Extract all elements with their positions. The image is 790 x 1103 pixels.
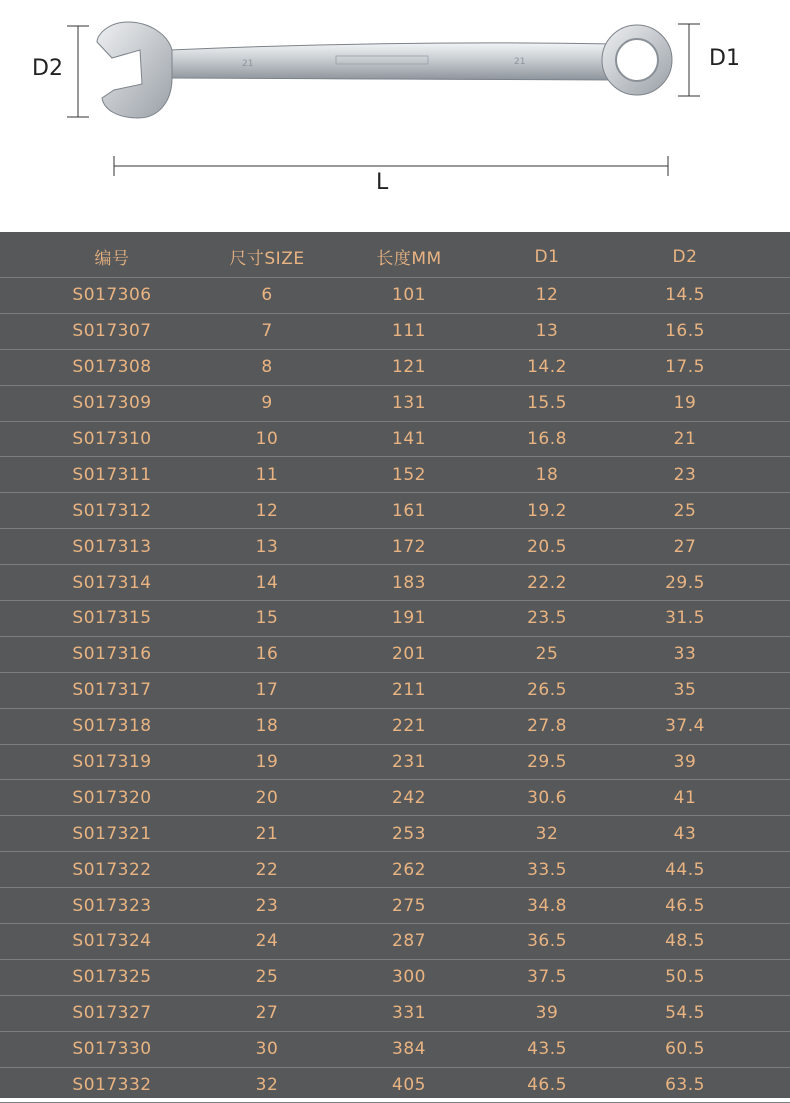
cell-d1: 20.5 bbox=[527, 536, 567, 557]
cell-code: S017307 bbox=[72, 321, 152, 342]
cell-code: S017311 bbox=[72, 464, 152, 485]
cell-code: S017316 bbox=[72, 644, 152, 665]
cell-d2: 63.5 bbox=[665, 1075, 705, 1096]
cell-d1: 33.5 bbox=[527, 859, 567, 880]
cell-length: 183 bbox=[392, 572, 426, 593]
cell-code: S017314 bbox=[72, 572, 152, 593]
table-row bbox=[0, 1032, 790, 1068]
cell-d2: 23 bbox=[673, 464, 697, 485]
cell-length: 262 bbox=[392, 859, 426, 880]
cell-size: 17 bbox=[255, 680, 279, 701]
table-row bbox=[0, 493, 790, 529]
cell-d1: 13 bbox=[535, 321, 559, 342]
cell-code: S017309 bbox=[72, 393, 152, 414]
cell-d1: 36.5 bbox=[527, 931, 567, 952]
cell-d1: 32 bbox=[535, 823, 559, 844]
cell-d1: 14.2 bbox=[527, 357, 567, 378]
header-length: 长度MM bbox=[376, 249, 442, 269]
cell-length: 405 bbox=[392, 1075, 426, 1096]
cell-d1: 43.5 bbox=[527, 1039, 567, 1060]
cell-code: S017318 bbox=[72, 716, 152, 737]
cell-size: 21 bbox=[255, 823, 279, 844]
cell-d2: 17.5 bbox=[665, 357, 705, 378]
cell-length: 384 bbox=[392, 1039, 426, 1060]
cell-d2: 19 bbox=[673, 393, 697, 414]
cell-length: 331 bbox=[392, 1003, 426, 1024]
cell-length: 172 bbox=[392, 536, 426, 557]
cell-d1: 16.8 bbox=[527, 429, 567, 449]
cell-d1: 29.5 bbox=[527, 752, 567, 773]
cell-d2: 29.5 bbox=[665, 572, 705, 593]
cell-size: 19 bbox=[255, 752, 279, 773]
cell-length: 121 bbox=[392, 357, 426, 378]
cell-d2: 25 bbox=[673, 500, 697, 521]
cell-code: S017325 bbox=[72, 967, 152, 988]
cell-size: 23 bbox=[255, 895, 279, 916]
table-row bbox=[0, 565, 790, 601]
cell-length: 231 bbox=[392, 752, 426, 773]
cell-length: 242 bbox=[392, 787, 426, 808]
cell-code: S017324 bbox=[72, 931, 152, 952]
table-row bbox=[0, 816, 790, 852]
cell-d2: 44.5 bbox=[665, 859, 705, 880]
cell-d2: 46.5 bbox=[665, 895, 705, 916]
table-row bbox=[0, 314, 790, 350]
cell-length: 191 bbox=[392, 608, 426, 629]
cell-code: S017317 bbox=[72, 680, 152, 701]
header-d1: D1 bbox=[534, 246, 560, 267]
cell-size: 6 bbox=[261, 285, 273, 306]
cell-length: 111 bbox=[392, 321, 426, 342]
cell-d2: 37.4 bbox=[665, 716, 705, 737]
svg-text:21: 21 bbox=[514, 57, 526, 67]
table-row bbox=[0, 745, 790, 781]
cell-code: S017310 bbox=[72, 429, 152, 449]
cell-size: 30 bbox=[255, 1039, 279, 1060]
cell-size: 8 bbox=[261, 357, 273, 378]
cell-d1: 15.5 bbox=[527, 393, 567, 414]
cell-length: 141 bbox=[392, 429, 426, 449]
table-row bbox=[0, 924, 790, 960]
cell-d2: 39 bbox=[673, 752, 697, 773]
cell-length: 287 bbox=[392, 931, 426, 952]
cell-code: S017319 bbox=[72, 752, 152, 773]
cell-d1: 46.5 bbox=[527, 1075, 567, 1096]
cell-size: 24 bbox=[255, 931, 279, 952]
cell-d2: 54.5 bbox=[665, 1003, 705, 1024]
cell-d2: 33 bbox=[673, 644, 697, 665]
cell-d1: 19.2 bbox=[527, 500, 567, 521]
cell-d2: 41 bbox=[673, 787, 697, 808]
cell-length: 211 bbox=[392, 680, 426, 701]
cell-size: 16 bbox=[255, 644, 279, 665]
cell-d1: 30.6 bbox=[527, 787, 567, 808]
d2-dimension-label: D2 bbox=[32, 56, 63, 81]
wrench-diagram bbox=[0, 0, 790, 232]
cell-size: 9 bbox=[261, 393, 273, 414]
cell-d2: 43 bbox=[673, 823, 697, 844]
cell-code: S017332 bbox=[72, 1075, 152, 1096]
cell-length: 161 bbox=[392, 500, 426, 521]
cell-code: S017323 bbox=[72, 895, 152, 916]
header-code: 编号 bbox=[94, 249, 130, 269]
cell-d2: 60.5 bbox=[665, 1039, 705, 1060]
table-row bbox=[0, 637, 790, 673]
d1-dimension-label: D1 bbox=[709, 46, 740, 71]
cell-size: 18 bbox=[255, 716, 279, 737]
table-row bbox=[0, 888, 790, 924]
cell-d1: 25 bbox=[535, 644, 559, 665]
cell-code: S017312 bbox=[72, 500, 152, 521]
table-row bbox=[0, 852, 790, 888]
cell-d1: 12 bbox=[535, 285, 559, 306]
table-row bbox=[0, 960, 790, 996]
spec-table bbox=[0, 232, 790, 1098]
cell-size: 11 bbox=[255, 464, 279, 485]
table-row bbox=[0, 601, 790, 637]
header-size: 尺寸SIZE bbox=[229, 249, 305, 269]
cell-d2: 35 bbox=[673, 680, 697, 701]
cell-size: 20 bbox=[255, 787, 279, 808]
table-row bbox=[0, 780, 790, 816]
cell-d2: 31.5 bbox=[665, 608, 705, 629]
cell-code: S017321 bbox=[72, 823, 152, 844]
cell-code: S017330 bbox=[72, 1039, 152, 1060]
table-header-row bbox=[0, 232, 790, 278]
cell-d1: 34.8 bbox=[527, 895, 567, 916]
combination-wrench-image bbox=[0, 0, 790, 232]
cell-d2: 21 bbox=[673, 429, 697, 449]
cell-length: 221 bbox=[392, 716, 426, 737]
table-row bbox=[0, 457, 790, 493]
cell-size: 25 bbox=[255, 967, 279, 988]
cell-d2: 14.5 bbox=[665, 285, 705, 306]
cell-size: 10 bbox=[255, 429, 279, 449]
cell-d1: 37.5 bbox=[527, 967, 567, 988]
cell-length: 253 bbox=[392, 823, 426, 844]
length-dimension-label: L bbox=[376, 170, 389, 195]
table-row bbox=[0, 278, 790, 314]
cell-size: 14 bbox=[255, 572, 279, 593]
cell-d2: 48.5 bbox=[665, 931, 705, 952]
table-row bbox=[0, 529, 790, 565]
cell-size: 32 bbox=[255, 1075, 279, 1096]
cell-code: S017320 bbox=[72, 787, 152, 808]
table-row bbox=[0, 996, 790, 1032]
header-d2: D2 bbox=[672, 246, 698, 267]
cell-size: 7 bbox=[261, 321, 273, 342]
cell-length: 300 bbox=[392, 967, 426, 988]
cell-d1: 39 bbox=[535, 1003, 559, 1024]
table-body bbox=[0, 278, 790, 1103]
cell-code: S017313 bbox=[72, 536, 152, 557]
cell-length: 101 bbox=[392, 285, 426, 306]
cell-size: 13 bbox=[255, 536, 279, 557]
cell-size: 22 bbox=[255, 859, 279, 880]
table-row bbox=[0, 709, 790, 745]
cell-size: 27 bbox=[255, 1003, 279, 1024]
cell-code: S017315 bbox=[72, 608, 152, 629]
cell-size: 12 bbox=[255, 500, 279, 521]
cell-d2: 27 bbox=[673, 536, 697, 557]
cell-d1: 22.2 bbox=[527, 572, 567, 593]
cell-d1: 18 bbox=[535, 464, 559, 485]
cell-d1: 26.5 bbox=[527, 680, 567, 701]
cell-length: 152 bbox=[392, 464, 426, 485]
cell-d2: 16.5 bbox=[665, 321, 705, 342]
cell-length: 275 bbox=[392, 895, 426, 916]
table-row bbox=[0, 386, 790, 422]
table-row bbox=[0, 350, 790, 386]
table-row bbox=[0, 673, 790, 709]
cell-code: S017308 bbox=[72, 357, 152, 378]
cell-size: 15 bbox=[255, 608, 279, 629]
cell-code: S017322 bbox=[72, 859, 152, 880]
cell-d1: 27.8 bbox=[527, 716, 567, 737]
cell-code: S017327 bbox=[72, 1003, 152, 1024]
svg-text:21: 21 bbox=[242, 59, 254, 69]
table-row bbox=[0, 422, 790, 458]
cell-code: S017306 bbox=[72, 285, 152, 306]
cell-length: 201 bbox=[392, 644, 426, 665]
cell-d1: 23.5 bbox=[527, 608, 567, 629]
cell-d2: 50.5 bbox=[665, 967, 705, 988]
cell-length: 131 bbox=[392, 393, 426, 414]
